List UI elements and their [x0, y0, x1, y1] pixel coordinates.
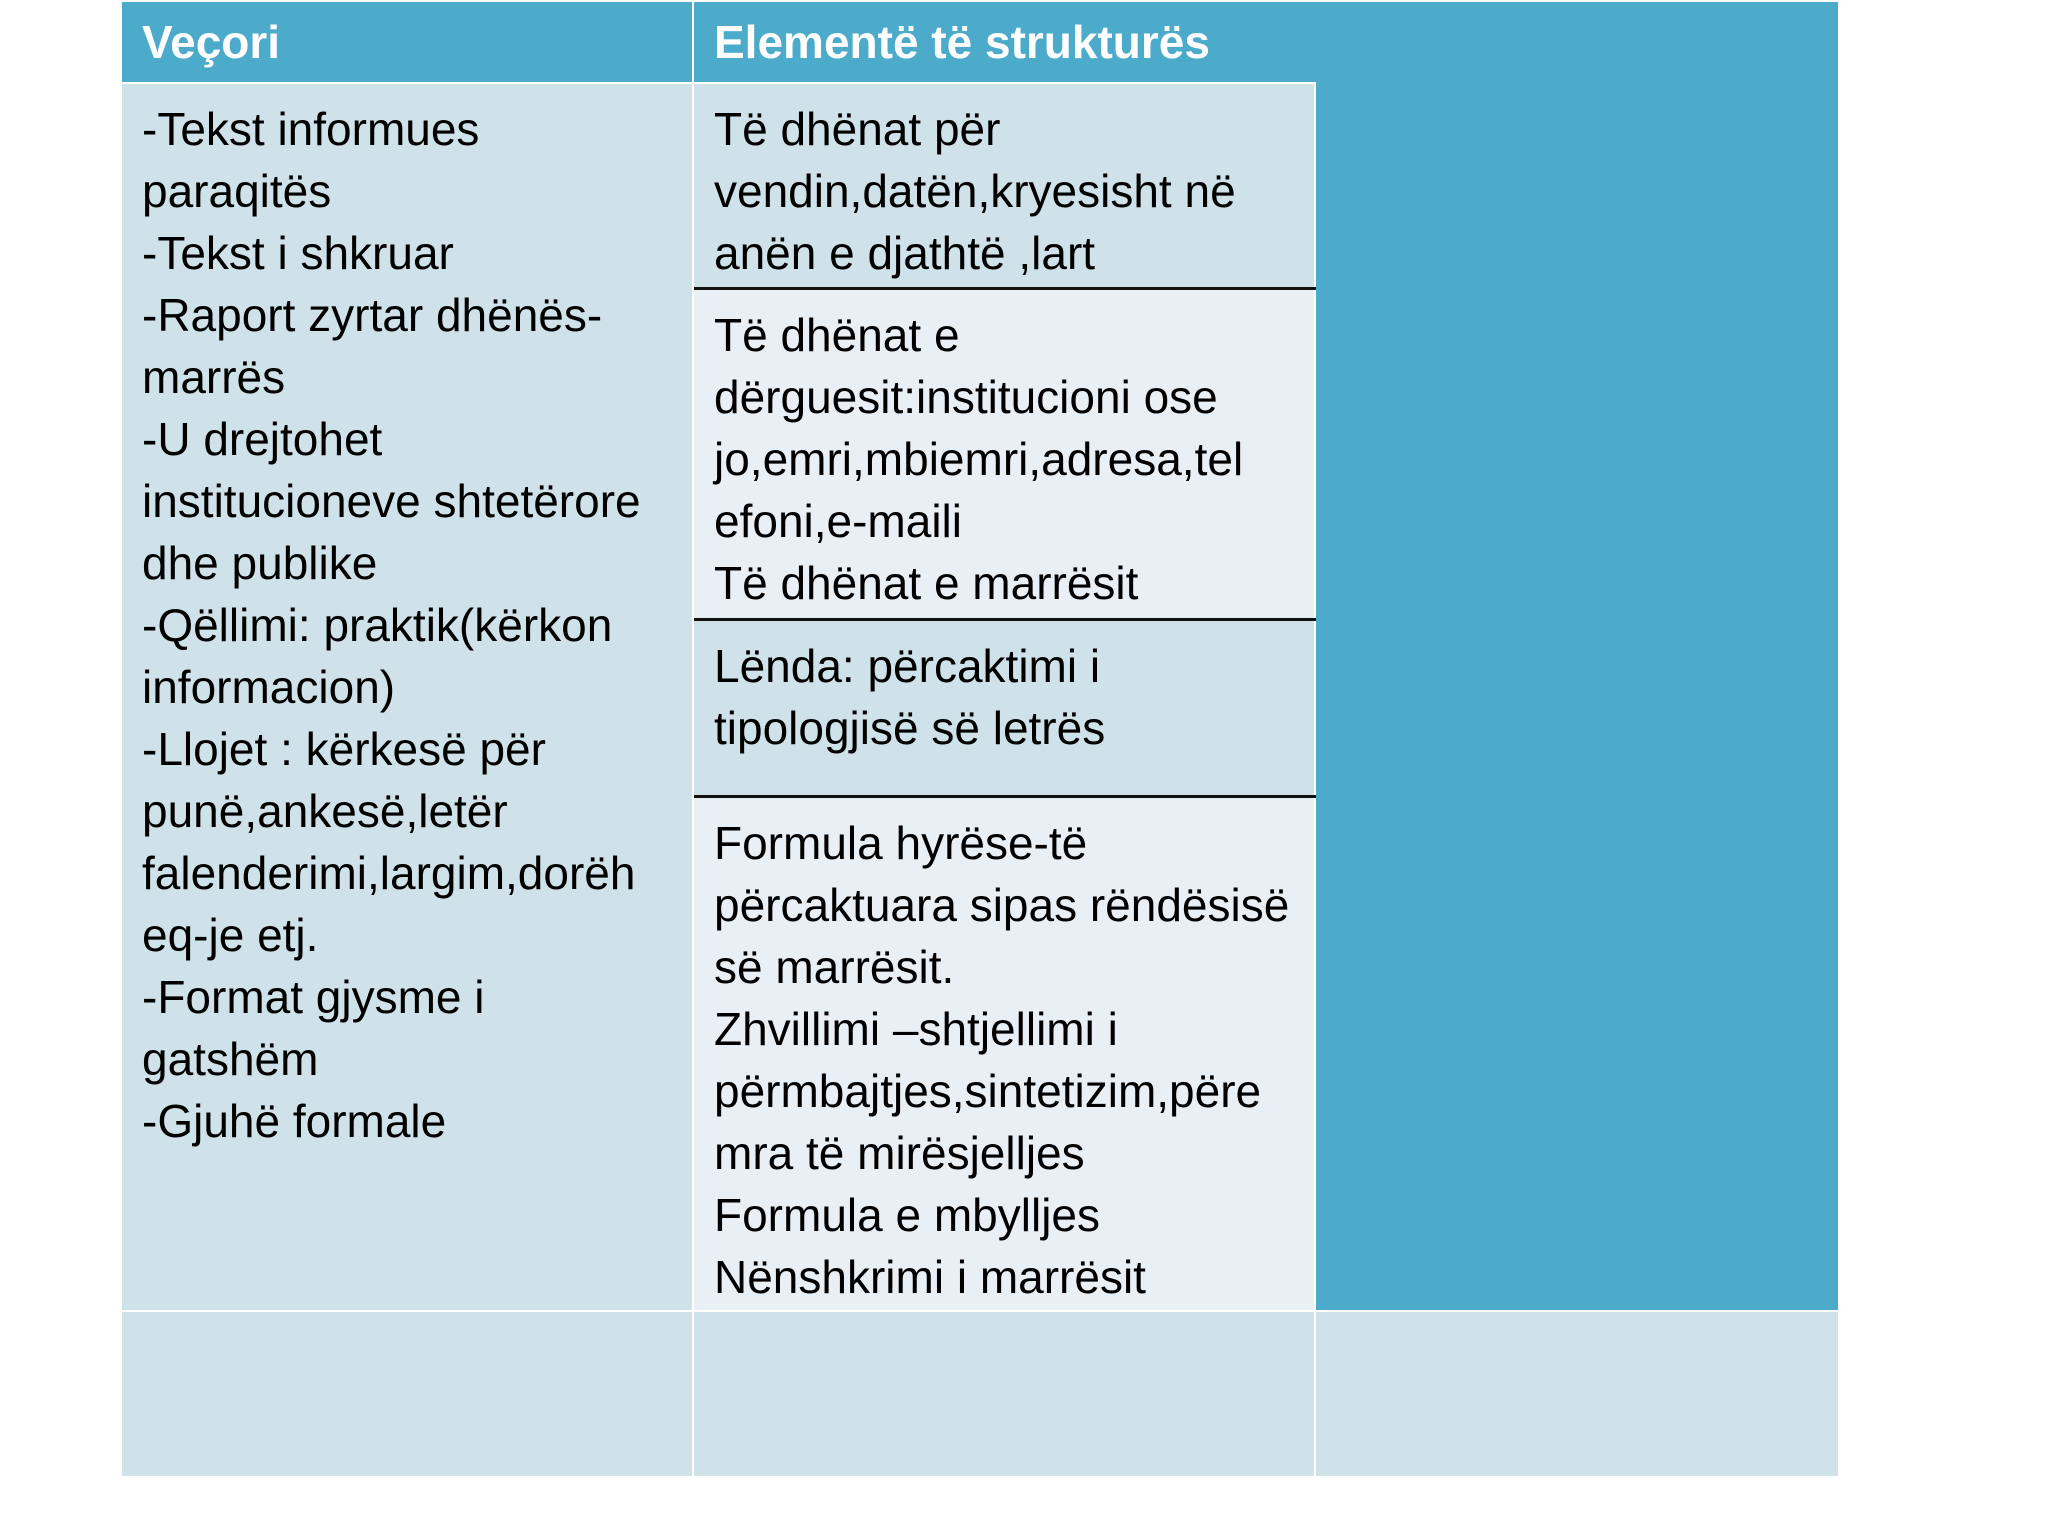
feature-line: punë,ankesë,letër — [142, 785, 508, 837]
empty-cell-bottom-right — [1316, 1312, 1838, 1476]
feature-line: -Tekst informues — [142, 103, 480, 155]
element-line: Zhvillimi –shtjellimi i — [714, 1003, 1118, 1055]
feature-line: gatshëm — [142, 1033, 319, 1085]
element-section-subject — [694, 621, 1314, 796]
feature-line: -Llojet : kërkesë për — [142, 723, 546, 775]
features-cell — [122, 84, 692, 1310]
feature-line: -U drejtohet — [142, 413, 383, 465]
element-section-location-date — [694, 84, 1314, 288]
feature-line: eq-je etj. — [142, 909, 319, 961]
header-vecori: Veçori — [122, 2, 692, 82]
element-line: tipologjisë së letrës — [714, 702, 1106, 754]
element-line: anën e djathtë ,lart — [714, 227, 1096, 279]
feature-line: paraqitës — [142, 165, 332, 217]
element-section-body — [694, 798, 1314, 1310]
element-line: mra të mirësjelljes — [714, 1127, 1085, 1179]
element-line: vendin,datën,kryesisht në — [714, 165, 1236, 217]
element-line: Nënshkrimi i marrësit — [714, 1251, 1146, 1303]
feature-line: -Tekst i shkruar — [142, 227, 454, 279]
element-line: efoni,e-maili — [714, 495, 962, 547]
header-elemente: Elementë të strukturës — [694, 2, 1838, 82]
element-line: Formula hyrëse-të — [714, 817, 1088, 869]
element-line: Formula e mbylljes — [714, 1189, 1100, 1241]
feature-line: informacion) — [142, 661, 396, 713]
feature-line: falenderimi,largim,dorëh — [142, 847, 636, 899]
element-line: Të dhënat për — [714, 103, 1001, 155]
element-line: Lënda: përcaktimi i — [714, 640, 1101, 692]
feature-line: -Format gjysme i — [142, 971, 485, 1023]
feature-line: -Qëllimi: praktik(kërkon — [142, 599, 613, 651]
feature-line: marrës — [142, 351, 286, 403]
feature-line: -Raport zyrtar dhënës- — [142, 289, 603, 341]
element-line: jo,emri,mbiemri,adresa,tel — [714, 433, 1244, 485]
element-line: Të dhënat e — [714, 309, 960, 361]
element-line: Të dhënat e marrësit — [714, 557, 1139, 609]
feature-line: -Gjuhë formale — [142, 1095, 447, 1147]
blank-blue-column — [1316, 82, 1838, 1310]
element-line: përcaktuara sipas rëndësisë — [714, 879, 1290, 931]
element-line: përmbajtjes,sintetizim,përe — [714, 1065, 1262, 1117]
feature-line: institucioneve shtetërore — [142, 475, 641, 527]
element-section-sender-recipient — [694, 290, 1314, 619]
empty-cell-bottom-middle — [694, 1312, 1314, 1476]
element-line: së marrësit. — [714, 941, 955, 993]
feature-line: dhe publike — [142, 537, 378, 589]
empty-cell-bottom-left — [122, 1312, 692, 1476]
element-line: dërguesit:institucioni ose — [714, 371, 1218, 423]
